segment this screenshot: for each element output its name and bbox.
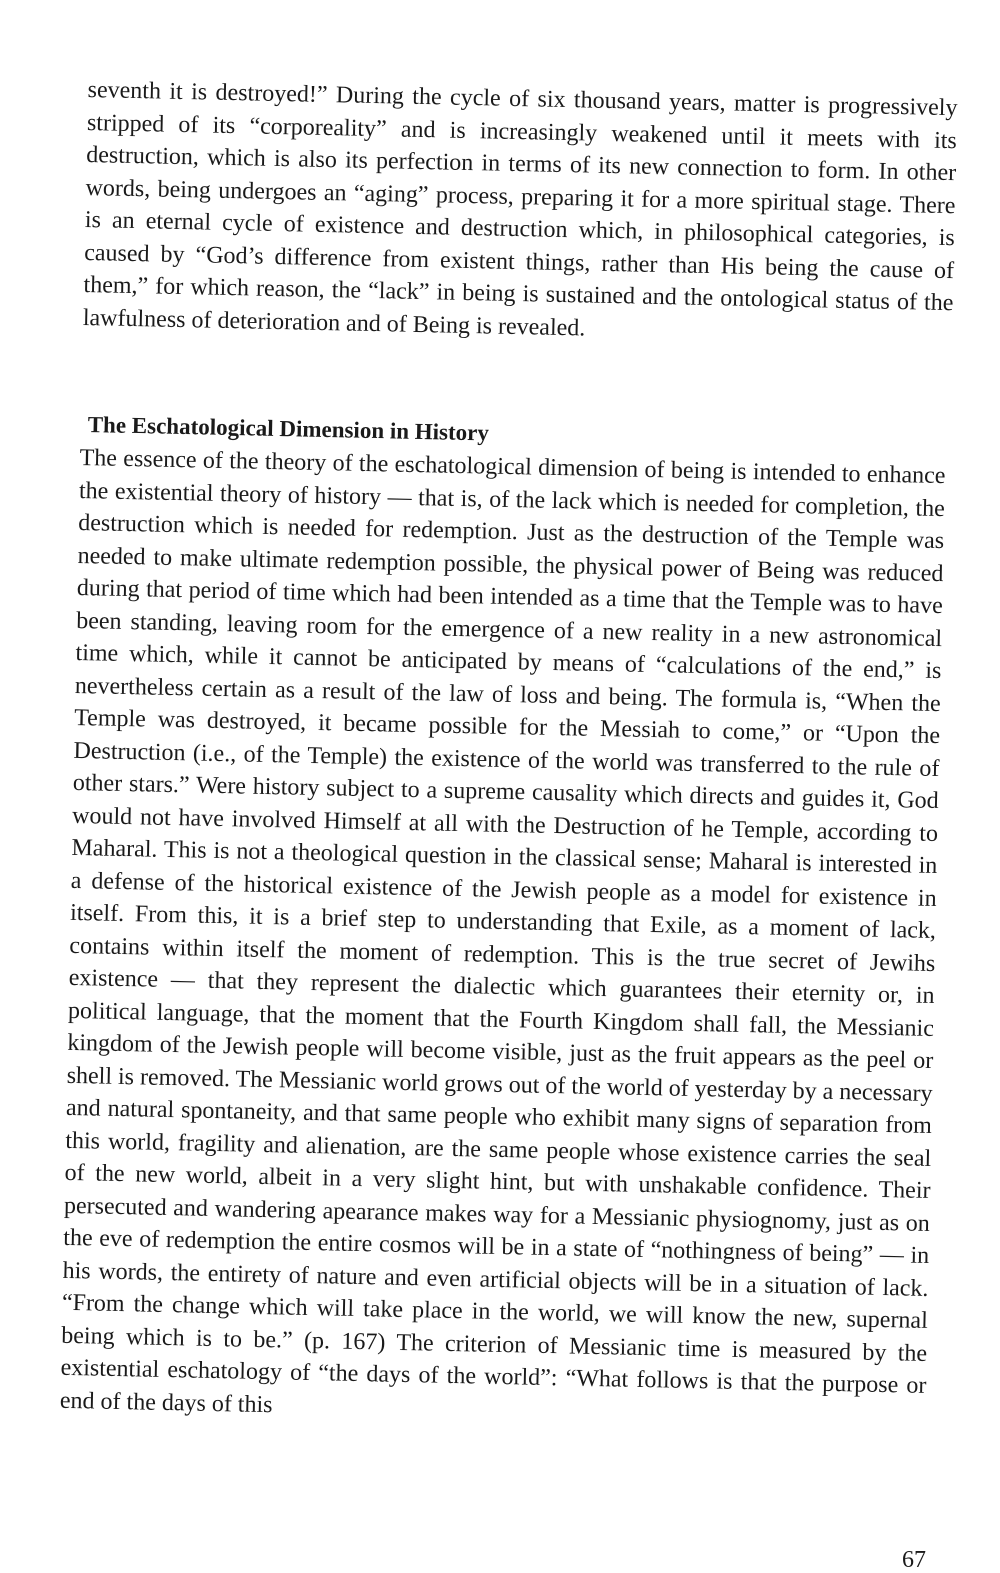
paragraph-text: The essence of the theory of the eschatological dimension of being is intended to enhance the existential theory of history — that is, of the lack which is needed for completion, the destruction which is needed for redemption. Just as the destruction of the Temple was needed to make ultimate redemption possible, the physical power of Being was reduced during that period of time which had been intended as a time that the Temple was to have been standing, leaving room for the emergence of a new reality in a new astronomical time which, while it cannot be anticipated by means of “calculations of the end,” is nevertheless certain as a result of the law of loss and being. The formula is, “When the Temple was destroyed, it became possible for the Messiah to come,” or “Upon the Destruction (i.e., of the Temple) the existence of the world was transferred to the rule of other stars.” Were history subject to a supreme causality which directs and guides it, God would not have involved Himself at all with the Destruction of he Temple, according to Maharal. This is not a theological question in the classical sense; Maharal is interested in a defense of the historical existence of the Jewish people as a model for existence in itself. From this, it is a brief step to understanding that Exile, as a moment of lack, contains within itself the moment of redemption. This is the true secret of Jewihs existence — that they represent the dialectic which guarantees their eternity or, in political language, that the moment that the Fourth Kingdom shall fall, the Messianic kingdom of the Jewish people will become visible, just as the fruit appears as the peel or shell is removed. The Messianic world grows out of the world of yesterday by a necessary and natural spontaneity, and that same people who exhibit many signs of separation from this world, fragility and alienation, are the same people whose existence carries the seal of the new world, albeit in a very slight hint, but with unshakable confidence. Their persecuted and wandering apearance makes way for a Messianic physiognomy, just as on the eve of redemption the entire cosmos will be in a state of “nothingness of being” — in his words, the entirety of nature and even artificial objects will be in a situation of lack. “From the change which will take place in the world, we will know the new, supernal being which is to be.” (p. 167) The criterion of Messianic time is measured by the existential eschatology of “the days of the world”: “What follows is that the purpose or end of the days of this [59, 444, 946, 1418]
body-paragraph-2 [60, 442, 946, 1435]
body-paragraph-1 [83, 74, 958, 352]
page-number: 67 [902, 1547, 926, 1573]
section-heading: The Eschatological Dimension in History [87, 412, 490, 446]
paragraph-text: seventh it is destroyed!” During the cycle of six thousand years, matter is progressively stripped of its “corporeality” and is increasingly weakened until it meets with its destruction, which is also its perfection in terms of its new connection to form. In other words, being undergoes an “aging” process, preparing it for a more spiritual stage. There is an eternal cycle of existence and destruction which, in philosophical categories, is caused by “God’s difference from existent things, rather than His being the cause of them,” for which reason, the “lack” in being is sustained and the ontological status of the lawfulness of deterioration and of Being is revealed. [82, 76, 958, 341]
